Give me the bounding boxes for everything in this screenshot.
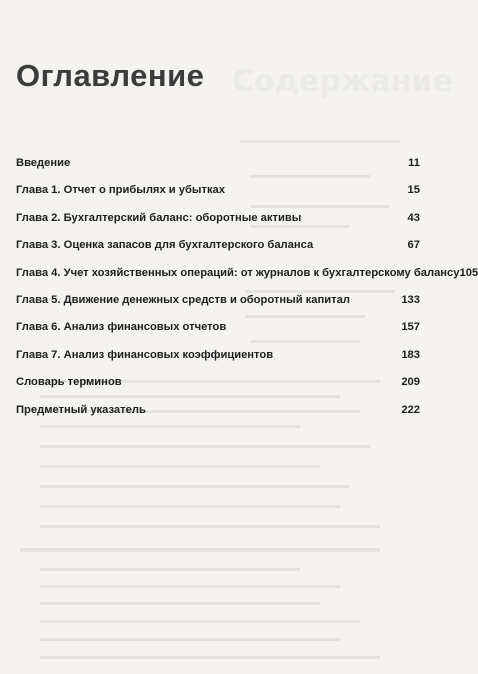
toc-entry[interactable] (16, 157, 420, 184)
toc-entry-page: 157 (401, 321, 420, 334)
toc-entry[interactable] (16, 294, 420, 321)
toc-entry-label: Предметный указатель (16, 403, 146, 416)
toc-entry-label: Словарь терминов (16, 376, 122, 389)
toc-entry[interactable] (16, 404, 420, 431)
toc-entry-page: 105 (459, 266, 478, 279)
toc-entry[interactable] (16, 321, 420, 348)
toc-entry-page: 43 (407, 211, 420, 224)
toc-entry-page: 11 (408, 157, 420, 169)
toc-entry-page: 67 (407, 239, 420, 252)
toc-entry[interactable] (16, 184, 420, 211)
toc-entry-label: Глава 2. Бухгалтерский баланс: оборотные активы (16, 211, 302, 224)
toc-entry-label: Введение (16, 157, 71, 169)
toc-entry-page: 15 (407, 184, 420, 197)
toc-entry-label: Глава 7. Анализ финансовых коэффициентов (16, 348, 274, 361)
toc-entry-label: Глава 3. Оценка запасов для бухгалтерского баланса (16, 239, 314, 252)
toc-entry-label: Глава 5. Движение денежных средств и оборотный капитал (16, 293, 350, 306)
toc-entry-page: 183 (401, 348, 420, 361)
toc-entry-page: 133 (401, 293, 420, 306)
toc-entry-label: Глава 4. Учет хозяйственных операций: от журналов к бухгалтерскому балансу (16, 266, 460, 279)
toc-entry-label: Глава 6. Анализ финансовых отчетов (16, 321, 227, 334)
table-of-contents (16, 157, 478, 431)
toc-entry-page: 209 (401, 376, 420, 389)
toc-entry[interactable] (16, 349, 420, 376)
toc-entry-label: Глава 1. Отчет о прибылях и убытках (16, 184, 225, 197)
toc-entry[interactable] (16, 212, 420, 239)
toc-entry[interactable] (16, 266, 478, 294)
svg-text:Содержание: Содержание (232, 64, 453, 99)
toc-entry-page: 222 (401, 403, 420, 416)
toc-entry[interactable] (16, 239, 420, 266)
toc-entry[interactable] (16, 376, 420, 403)
page-title: Оглавление (16, 58, 205, 93)
